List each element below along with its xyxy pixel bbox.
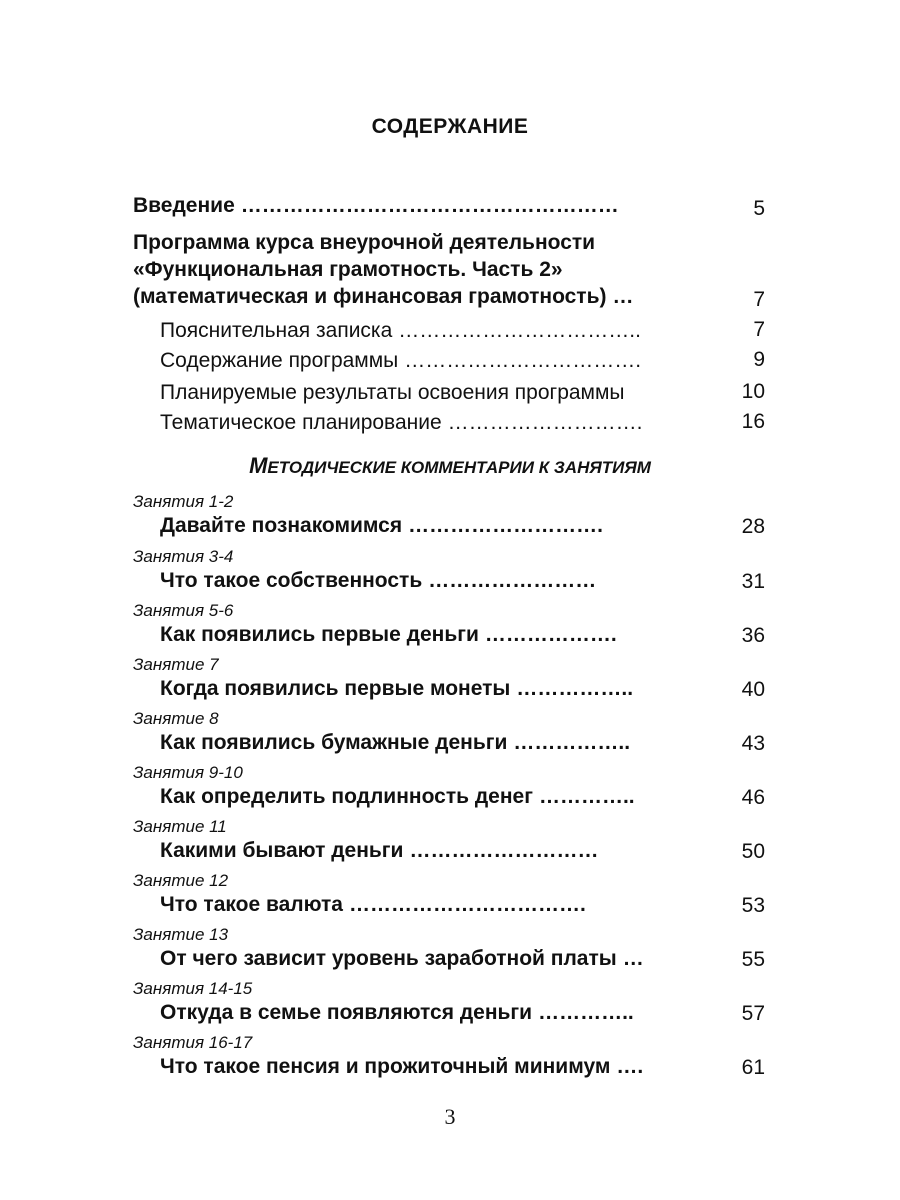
toc-lesson-entry[interactable] xyxy=(160,784,635,810)
toc-entry-text: Как появились бумажные деньги xyxy=(160,731,508,754)
toc-entry-intro[interactable] xyxy=(133,193,619,219)
toc-lesson-entry[interactable] xyxy=(160,730,630,756)
toc-entry-text: Что такое собственность xyxy=(160,569,423,592)
toc-lesson-entry[interactable] xyxy=(160,946,644,972)
toc-entry-text: Введение xyxy=(133,194,235,217)
toc-page-number: 40 xyxy=(741,678,765,701)
toc-page-number: 43 xyxy=(741,732,765,755)
toc-page-number: 28 xyxy=(741,515,765,538)
lesson-label: Занятия 9-10 xyxy=(133,763,243,782)
toc-page-number: 55 xyxy=(741,948,765,971)
toc-lesson-entry[interactable] xyxy=(160,1054,643,1080)
lesson-label: Занятие 12 xyxy=(133,871,229,890)
section-heading: МЕТОДИЧЕСКИЕ КОММЕНТАРИИ К ЗАНЯТИЯМ xyxy=(249,453,651,478)
toc-lesson-entry[interactable] xyxy=(160,513,603,539)
toc-entry-text: Содержание программы xyxy=(160,349,399,372)
toc-page-number: 10 xyxy=(741,380,765,403)
toc-entry-text: Какими бывают деньги xyxy=(160,839,404,862)
toc-entry-text: Когда появились первые монеты xyxy=(160,677,511,700)
toc-entry-text: Тематическое планирование xyxy=(160,411,442,434)
lesson-label: Занятия 3-4 xyxy=(133,547,234,566)
toc-page-number: 7 xyxy=(753,318,765,341)
toc-entry-text: От чего зависит уровень заработной платы xyxy=(160,947,617,970)
leader-dots: ………………………. xyxy=(408,514,603,537)
lesson-label: Занятие 7 xyxy=(133,655,219,674)
toc-page-number: 57 xyxy=(741,1002,765,1025)
page-title: СОДЕРЖАНИЕ xyxy=(371,115,529,138)
lesson-label: Занятия 5-6 xyxy=(133,601,234,620)
toc-subentry[interactable] xyxy=(160,410,643,436)
toc-page-number: 46 xyxy=(741,786,765,809)
leader-dots: … xyxy=(622,947,644,970)
toc-subentry[interactable] xyxy=(160,348,641,374)
toc-lesson-entry[interactable] xyxy=(160,838,598,864)
toc-entry-text: Откуда в семье появляются деньги xyxy=(160,1001,533,1024)
leader-dots: …………….. xyxy=(513,731,631,754)
toc-subentry[interactable] xyxy=(160,380,631,406)
leader-dots: ………….. xyxy=(538,1001,634,1024)
toc-page-number: 31 xyxy=(741,570,765,593)
leader-dots: ……………………………………………… xyxy=(240,194,619,217)
lesson-label: Занятие 8 xyxy=(133,709,219,728)
toc-lesson-entry[interactable] xyxy=(160,622,617,648)
toc-entry-text: Как появились первые деньги xyxy=(160,623,479,646)
leader-dots: …………………………….. xyxy=(398,319,641,342)
toc-entry-text: Планируемые результаты освоения программы xyxy=(160,381,625,404)
toc-lesson-entry[interactable] xyxy=(160,892,586,918)
toc-entry-text: Пояснительная записка xyxy=(160,319,393,342)
toc-entry-program-line2: «Функциональная грамотность. Часть 2» xyxy=(133,258,563,281)
toc-page-number: 9 xyxy=(753,348,765,371)
leader-dots: …………………… xyxy=(428,569,597,592)
toc-page-number: 53 xyxy=(741,894,765,917)
toc-page-number: 16 xyxy=(741,410,765,433)
toc-entry-text: (математическая и финансовая грамотность) xyxy=(133,285,607,308)
toc-page-number: 50 xyxy=(741,840,765,863)
toc-lesson-entry[interactable] xyxy=(160,568,596,594)
leader-dots: ……………………………. xyxy=(404,349,642,372)
toc-lesson-entry[interactable] xyxy=(160,676,633,702)
toc-page-number: 5 xyxy=(753,197,765,220)
toc-entry-text: Давайте познакомимся xyxy=(160,514,403,537)
lesson-label: Занятия 14-15 xyxy=(133,979,253,998)
toc-entry-program-line1: Программа курса внеурочной деятельности xyxy=(133,231,596,254)
toc-lesson-entry[interactable] xyxy=(160,1000,634,1026)
toc-entry-text: Что такое валюта xyxy=(160,893,343,916)
page-number: 3 xyxy=(444,1104,456,1129)
leader-dots: ………………………. xyxy=(447,411,643,434)
toc-subentry[interactable] xyxy=(160,318,641,344)
toc-entry-text: Что такое пенсия и прожиточный минимум xyxy=(160,1055,611,1078)
leader-dots: …………….. xyxy=(516,677,634,700)
leader-dots: ……………………… xyxy=(409,839,599,862)
toc-entry-program-line3[interactable] xyxy=(133,284,633,310)
toc-page-number: 7 xyxy=(753,288,765,311)
toc-page-number: 36 xyxy=(741,624,765,647)
lesson-label: Занятия 16-17 xyxy=(133,1033,253,1052)
leader-dots: ………………. xyxy=(484,623,617,646)
lesson-label: Занятия 1-2 xyxy=(133,492,234,511)
toc-page-number: 61 xyxy=(741,1056,765,1079)
lesson-label: Занятие 11 xyxy=(133,817,227,836)
leader-dots: ……………………………. xyxy=(349,893,586,916)
leader-dots: ………….. xyxy=(538,785,635,808)
leader-dots: …. xyxy=(616,1055,644,1078)
toc-entry-text: Как определить подлинность денег xyxy=(160,785,533,808)
leader-dots: … xyxy=(612,285,634,308)
lesson-label: Занятие 13 xyxy=(133,925,229,944)
